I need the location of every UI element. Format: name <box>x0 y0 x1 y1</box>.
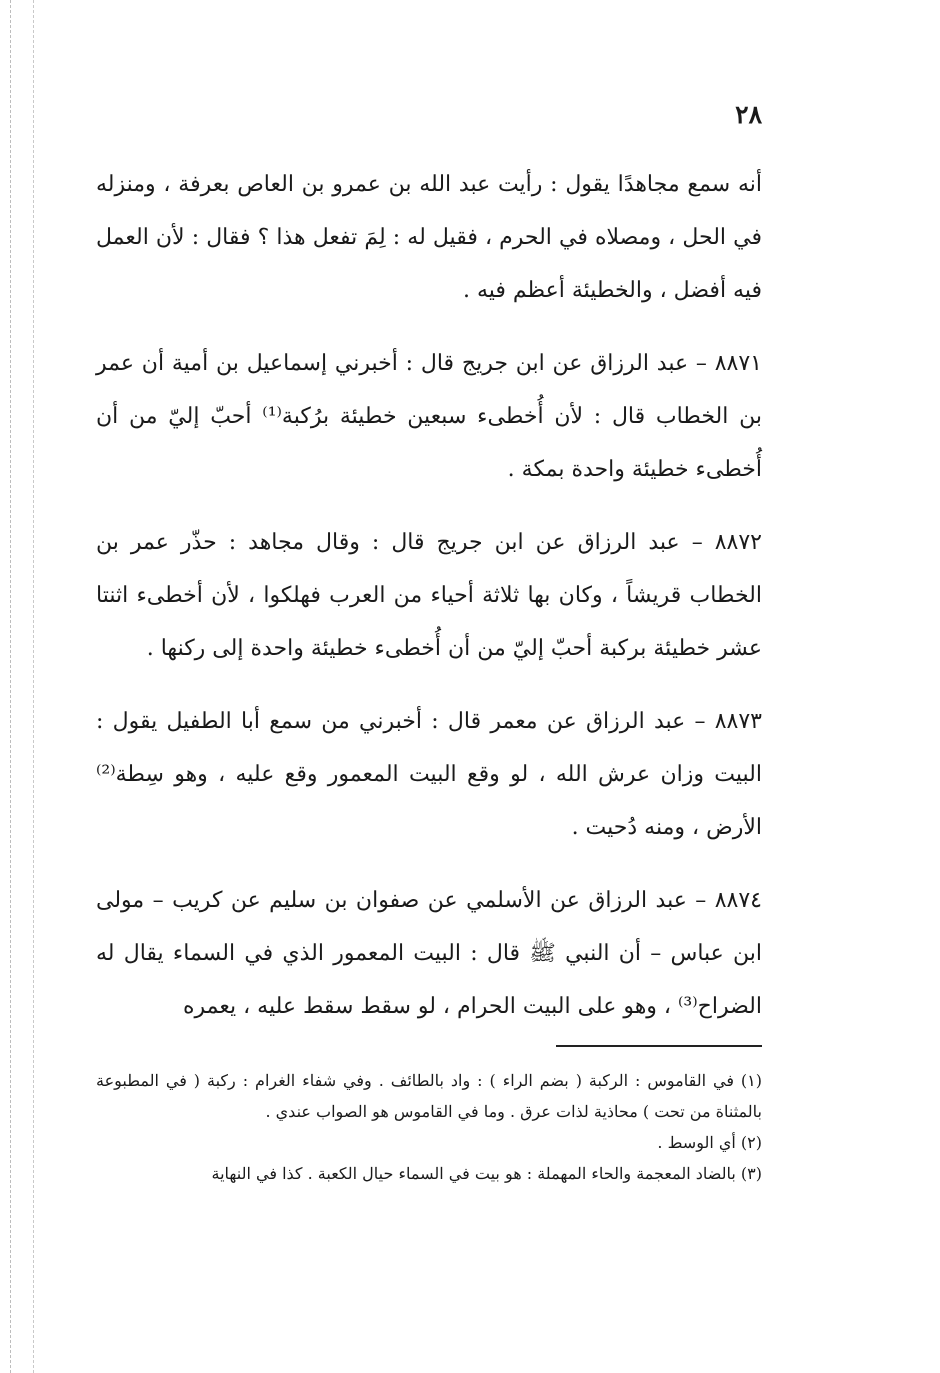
footnote-3: (٣) بالضاد المعجمة والحاء المهملة : هو بيت في السماء حيال الكعبة . كذا في النهاية <box>211 1164 762 1183</box>
footnote-divider <box>556 1045 762 1047</box>
footnote-2: (٢) أي الوسط . <box>657 1133 762 1152</box>
scan-edge-line <box>10 0 12 1373</box>
paragraph: أنه سمع مجاهدًا يقول : رأيت عبد الله بن عمرو بن العاص بعرفة ، ومنزله في الحل ، ومصلاه في الحرم ، فقيل له : لِمَ تفعل هذا ؟ فقال : لأن العمل فيه أفضل ، والخطيئة أعظم فيه . <box>96 172 762 303</box>
hadith-8871: ٨٨٧١ – عبد الرزاق عن ابن جريج قال : أخبرني إسماعيل بن أمية أن عمر بن الخطاب قال : لأن أُخطىء سبعين خطيئة برُكبة⁽¹⁾ أحبّ إليّ من أن أُخطىء خطيئة واحدة بمكة . <box>96 351 762 482</box>
hadith-8873: ٨٨٧٣ – عبد الرزاق عن معمر قال : أخبرني من سمع أبا الطفيل يقول : البيت وزان عرش الله ، لو وقع البيت المعمور وقع عليه ، وهو سِطة⁽²⁾ الأرض ، ومنه دُحيت . <box>96 709 762 840</box>
footnote-1: (١) في القاموس : الركبة ( بضم الراء ) : واد بالطائف . وفي شفاء الغرام : ركبة ( في المطبوعة بالمثناة من تحت ) محاذية لذات عرق . وما في القاموس هو الصواب عندي . <box>96 1071 762 1121</box>
main-text <box>96 158 762 1033</box>
hadith-8874: ٨٨٧٤ – عبد الرزاق عن الأسلمي عن صفوان بن سليم عن كريب – مولى ابن عباس – أن النبي ﷺ قال : البيت المعمور الذي في السماء يقال له الضراح⁽³⁾ ، وهو على البيت الحرام ، لو سقط سقط عليه ، يعمره <box>96 888 762 1019</box>
page-number: ٢٨ <box>735 100 762 129</box>
scan-edge-line <box>33 0 35 1373</box>
hadith-8872: ٨٨٧٢ – عبد الرزاق عن ابن جريج قال : وقال مجاهد : حذّر عمر بن الخطاب قريشاً ، وكان بها ثلاثة أحياء من العرب فهلكوا ، لأن أخطىء اثنتا عشر خطيئة بركبة أحبّ إليّ من أن أُخطىء خطيئة واحدة إلى ركنها . <box>96 530 762 661</box>
footnotes <box>96 1065 762 1189</box>
